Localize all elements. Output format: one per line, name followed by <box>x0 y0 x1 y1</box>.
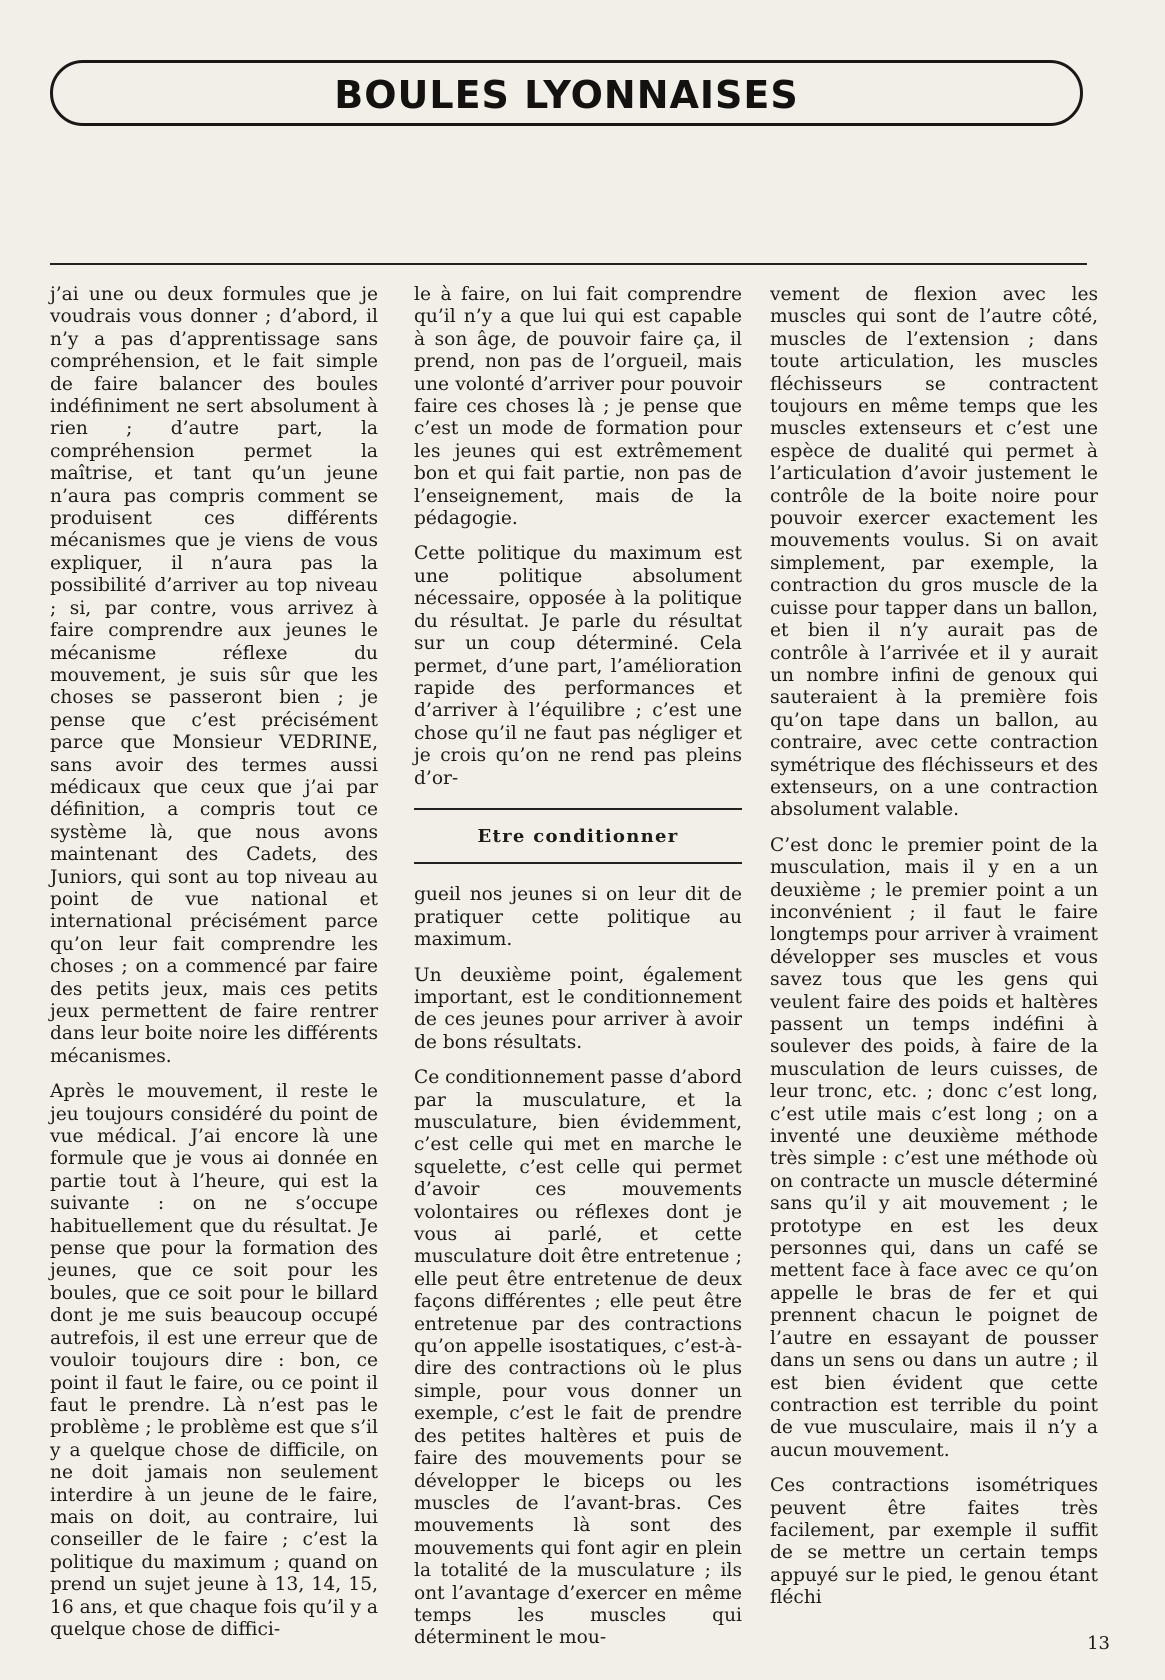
paragraph: gueil nos jeunes si on leur dit de pratiquer cette politique au maximum. <box>414 884 742 951</box>
paragraph: Cette politique du maximum est une politique absolument nécessaire, opposée à la politique du résultat. Je parle du résultat sur un coup déterminé. Cela permet, d’une part, l’amélioration rapide des performances et d’arriver à l’équilibre ; c’est une chose qu’il ne faut pas négliger et je crois qu’on ne rend pas pleins d’or- <box>414 543 742 789</box>
paragraph: Ce conditionnement passe d’abord par la musculature, et la musculature, bien évidemment, c’est celle qui met en marche le squelette, c’est celle qui permet d’avoir ces mouvements volontaires ou réflexes dont je vous ai parlé, et cette musculature doit être entretenue ; elle peut être entretenue de deux façons différentes ; elle peut être entretenue par des contractions qu’on appelle isostatiques, c’est-à-dire des contractions où le plus simple, pour vous donner un exemple, c’est le fait de prendre des petites haltères et puis de faire des mouvements pour se développer le biceps ou les muscles de l’avant-bras. Ces mouvements là sont des mouvements qui font agir en plein la totalité de la musculature ; ils ont l’avantage d’exercer en même temps les muscles qui déterminent le mou- <box>414 1067 742 1649</box>
subheading-rule-top <box>414 808 742 810</box>
top-divider <box>50 263 1087 265</box>
page-title: BOULES LYONNAISES <box>334 73 799 117</box>
paragraph: Après le mouvement, il reste le jeu toujours considéré du point de vue médical. J’ai encore là une formule que je vous ai donnée en partie tout à l’heure, qui est la suivante : on ne s’occupe habituellement que du résultat. Je pense que pour la formation des jeunes, que ce soit pour les boules, que ce soit pour le billard dont je me suis beaucoup occupé autrefois, il est une erreur que de vouloir toujours dire : bon, ce point il faut le faire, ou ce point il faut le prendre. Là n’est pas le problème ; le problème est que s’il y a quelque chose de difficile, on ne doit jamais non seulement interdire à un jeune de le faire, mais on doit, au contraire, lui conseiller de le faire ; c’est la politique du maximum ; quand on prend un sujet jeune à 13, 14, 15, 16 ans, et que chaque fois qu’il y a quelque chose de diffici- <box>50 1081 379 1640</box>
paragraph: C’est donc le premier point de la musculation, mais il y en a un deuxième ; le premier point a un inconvénient ; il faut le faire longtemps pour arriver à vraiment développer ses muscles et vous savez tous que les gens qui veulent faire des poids et haltères passent un temps indéfini à soulever des poids, à faire de la musculation de leurs cuisses, de leur tronc, etc. ; donc c’est long, c’est utile mais c’est long ; on a inventé une deuxième méthode très simple : c’est une méthode où on contracte un muscle déterminé sans qu’il y ait mouvement ; le prototype en est les deux personnes qui, dans un café se mettent face à face avec ce qu’on appelle le bras de fer et qui prennent chacun le poignet de l’autre en essayant de pousser dans un sens ou dans un autre ; il est bien évident que cette contraction est terrible du point de vue musculaire, mais il n’y a aucun mouvement. <box>770 834 1098 1461</box>
column-2 <box>414 284 742 1663</box>
paragraph: Un deuxième point, également important, est le conditionnement de ces jeunes pour arriver à avoir de bons résultats. <box>414 964 742 1053</box>
section-subheading: Etre conditionner <box>477 825 679 847</box>
paragraph: j’ai une ou deux formules que je voudrais vous donner ; d’abord, il n’y a pas d’apprentissage sans compréhension, et le fait simple de faire balancer des boules indéfiniment ne sert absolument à rien ; d’autre part, la compréhension permet la maîtrise, et tant qu’un jeune n’aura pas compris comment se produisent ces différents mécanismes que je viens de vous expliquer, il n’aura pas la possibilité d’arriver au top niveau ; si, par contre, vous arrivez à faire comprendre aux jeunes le mécanisme réflexe du mouvement, je suis sûr que les choses se passeront bien ; je pense que c’est précisément parce que Monsieur VEDRINE, sans avoir des termes aussi médicaux que ceux que j’ai par définition, a compris tout ce système là, que nous avons maintenant des Cadets, des Juniors, qui sont au top niveau au point de vue national et international précisément parce qu’on leur fait comprendre les choses ; on a commencé par faire des petits jeux, mais ces petits jeux permettent de faire rentrer dans leur boite noire les différents mécanismes. <box>50 284 378 1067</box>
page-number: 13 <box>1087 1633 1110 1654</box>
paragraph: le à faire, on lui fait comprendre qu’il n’y a que lui qui est capable à son âge, de pouvoir faire ça, il prend, non pas de l’orgueil, mais une volonté d’arriver pour pouvoir faire ces choses là ; je pense que c’est un mode de formation pour les jeunes qui est extrêmement bon et qui fait partie, non pas de l’enseignement, mais de la pédagogie. <box>414 284 742 530</box>
paragraph: vement de flexion avec les muscles qui sont de l’autre côté, muscles de l’extension ; dans toute articulation, les muscles fléchisseurs se contractent toujours en même temps que les muscles extenseurs et c’est une espèce de dualité qui permet à l’articulation d’avoir justement le contrôle de la boite noire pour pouvoir exercer exactement les mouvements voulus. Si on avait simplement, par exemple, la contraction du gros muscle de la cuisse pour tapper dans un ballon, et bien il n’y aurait pas de contrôle à l’arrivée et il y aurait un nombre infini de genoux qui sauteraient à la première fois qu’on tape dans un ballon, au contraire, avec cette contraction symétrique des fléchisseurs et des extenseurs, on a une contraction absolument valable. <box>770 284 1098 821</box>
paragraph: Ces contractions isométriques peuvent être faites très facilement, par exemple il suffit de se mettre un certain temps appuyé sur le pied, le genou étant fléchi <box>770 1475 1098 1609</box>
subheading-rule-bottom <box>414 862 742 864</box>
column-1 <box>50 284 378 1654</box>
header-banner <box>50 60 1083 126</box>
column-3 <box>770 284 1098 1623</box>
